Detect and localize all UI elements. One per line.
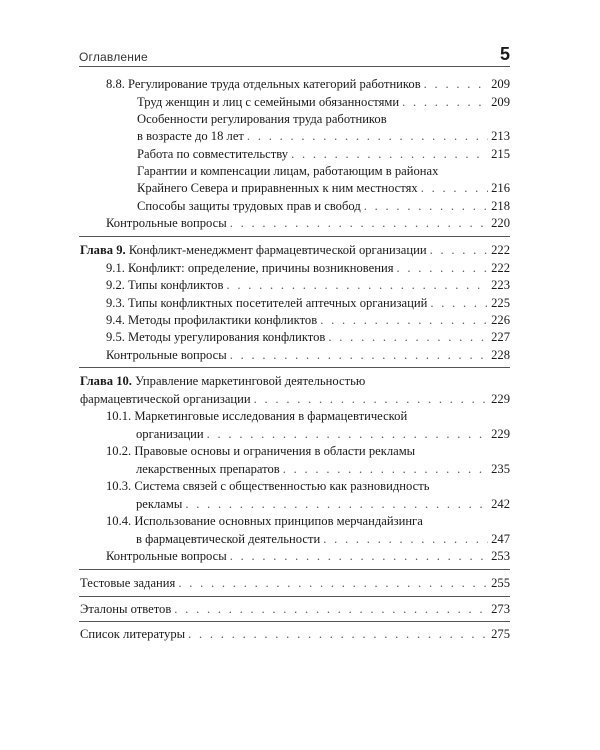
leader-dots [320,312,488,329]
toc-entry-title-cont: в возрасте до 18 лет [137,129,244,143]
toc-entry-title: 9.3. Типы конфликтных посетителей аптечных организаций [106,296,428,310]
toc-entry-title-cont: организации [136,427,204,441]
toc-entry-questions-8[interactable] [106,215,510,232]
toc-entry-title: Конфликт-менеджмент фармацевтической организации [128,243,427,257]
leader-dots [291,146,488,163]
toc-entry-9-3[interactable] [106,295,510,312]
toc-entry-10-2-line1[interactable] [106,443,510,460]
section-divider [79,621,510,622]
leader-dots [247,128,488,145]
toc-entry-9-4[interactable] [106,312,510,329]
toc-entry-10-2[interactable] [136,461,510,478]
toc-entry-title: Работа по совместительству [137,147,289,161]
section-divider [79,569,510,570]
page-number: 5 [499,44,510,64]
toc-entry-page: 218 [491,199,510,213]
toc-entry-title: Эталоны ответов [80,602,172,616]
toc-entry-page: 209 [491,95,510,109]
leader-dots [364,198,488,215]
toc-entry-page: 242 [491,497,510,511]
toc-entry-title-cont: фармацевтической организации [80,392,251,406]
toc-entry-page: 228 [491,348,510,362]
toc-entry-page: 222 [491,243,510,257]
toc-entry-page: 213 [491,129,510,143]
toc-entry-title: 10.2. Правовые основы и ограничения в области рекламы [106,444,416,458]
toc-entry-title: 9.2. Типы конфликтов [106,278,224,292]
toc-entry-10-3[interactable] [136,496,510,513]
toc-entry-title: Гарантии и компенсации лицам, работающим в районах [137,164,439,178]
toc-entry-title: Список литературы [80,627,186,641]
toc-entry-part-time[interactable] [137,146,510,163]
toc-entry-title: Управление маркетинговой деятельностью [135,374,366,388]
toc-entry-10-1-line1[interactable] [106,408,510,425]
section-divider [79,236,510,237]
toc-entry-page: 225 [491,296,510,310]
toc-entry-women-labor[interactable] [137,94,510,111]
toc-entry-title: 10.3. Система связей с общественностью как разновидность [106,479,430,493]
chapter-label: Глава 10. [80,374,132,388]
toc-entry-page: 222 [491,261,510,275]
leader-dots [230,548,488,565]
toc-entry-10-4[interactable] [136,531,510,548]
toc-entry-title: Труд женщин и лиц с семейными обязанностями [137,95,400,109]
leader-dots [402,94,488,111]
leader-dots [207,426,488,443]
chapter-label: Глава 9. [80,243,126,257]
toc-entry-9-2[interactable] [106,277,510,294]
leader-dots [328,329,488,346]
toc-entry-title-cont: в фармацевтической деятельности [136,532,321,546]
leader-dots [174,601,488,618]
toc-entry-chapter-9[interactable] [80,242,510,259]
toc-entry-title: Особенности регулирования труда работников [137,112,387,126]
section-divider [79,367,510,368]
section-divider [79,596,510,597]
toc-entry-page: 255 [491,576,510,590]
leader-dots [185,496,488,513]
toc-entry-title: Контрольные вопросы [106,549,227,563]
toc-entry-page: 223 [491,278,510,292]
toc-entry-title: Способы защиты трудовых прав и свобод [137,199,361,213]
toc-entry-chapter-10-line1[interactable] [80,373,510,390]
toc-entry-title: 10.4. Использование основных принципов мерчандайзинга [106,514,423,528]
toc-entry-page: 220 [491,216,510,230]
toc-entry-title: Контрольные вопросы [106,216,227,230]
leader-dots [226,277,488,294]
toc-entry-title: 9.1. Конфликт: определение, причины возникновения [106,261,394,275]
toc-entry-north[interactable] [137,180,510,197]
toc-entry-8-8[interactable] [106,76,510,93]
toc-entry-north-line1[interactable] [137,163,510,180]
toc-entry-references[interactable] [80,626,510,643]
toc-entry-10-4-line1[interactable] [106,513,510,530]
leader-dots [178,575,488,592]
header-divider [79,66,510,67]
leader-dots [323,531,488,548]
toc-entry-questions-9[interactable] [106,347,510,364]
toc-entry-minors-line1[interactable] [137,111,510,128]
toc-entry-9-1[interactable] [106,260,510,277]
toc-entry-page: 247 [491,532,510,546]
leader-dots [230,347,488,364]
toc-entry-page: 253 [491,549,510,563]
toc-entry-title: 8.8. Регулирование труда отдельных категорий работников [106,77,421,91]
leader-dots [188,626,488,643]
toc-entry-10-3-line1[interactable] [106,478,510,495]
toc-entry-page: 275 [491,627,510,641]
leader-dots [421,180,488,197]
leader-dots [424,76,488,93]
toc-entry-chapter-10[interactable] [80,391,510,408]
toc-entry-minors[interactable] [137,128,510,145]
toc-entry-title: Тестовые задания [80,576,176,590]
toc-entry-page: 227 [491,330,510,344]
toc-entry-page: 226 [491,313,510,327]
toc-entry-title: 10.1. Маркетинговые исследования в фармацевтической [106,409,408,423]
toc-entry-title-cont: лекарственных препаратов [136,462,280,476]
leader-dots [283,461,488,478]
toc-entry-page: 229 [491,392,510,406]
toc-entry-page: 216 [491,181,510,195]
page-header [79,44,510,66]
toc-entry-title-cont: рекламы [136,497,183,511]
leader-dots [254,391,488,408]
leader-dots [430,295,488,312]
toc-entry-page: 235 [491,462,510,476]
toc-entry-title: Контрольные вопросы [106,348,227,362]
leader-dots [230,215,488,232]
toc-entry-page: 229 [491,427,510,441]
running-title: Оглавление [79,50,148,64]
toc-entry-title: 9.5. Методы урегулирования конфликтов [106,330,326,344]
toc-entry-page: 273 [491,602,510,616]
leader-dots [397,260,489,277]
toc-entry-title: 9.4. Методы профилактики конфликтов [106,313,318,327]
toc-entry-answers[interactable] [80,601,510,618]
toc-entry-page: 215 [491,147,510,161]
toc-entry-page: 209 [491,77,510,91]
toc-entry-9-5[interactable] [106,329,510,346]
toc-entry-questions-10[interactable] [106,548,510,565]
toc-entry-10-1[interactable] [136,426,510,443]
toc-entry-title-cont: Крайнего Севера и приравненных к ним местностях [137,181,418,195]
leader-dots [430,242,489,259]
toc-entry-protection[interactable] [137,198,510,215]
toc-entry-tests[interactable] [80,575,510,592]
